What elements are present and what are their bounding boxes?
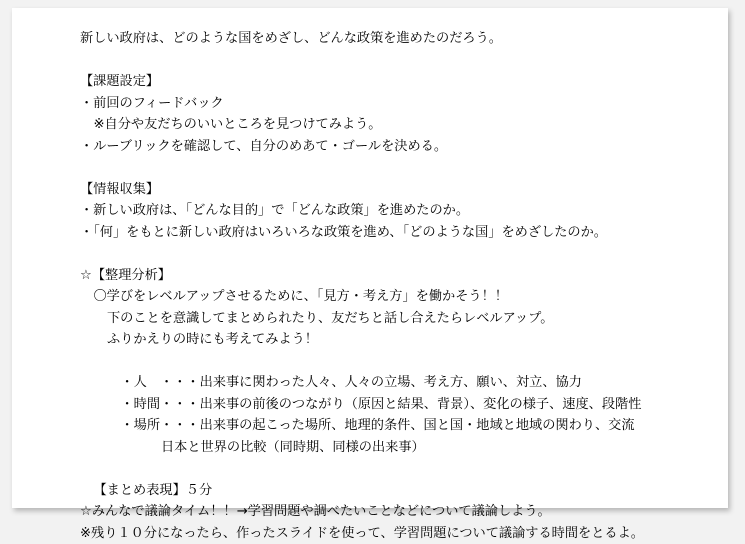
- document-blank-line: [80, 157, 718, 179]
- document-line: 【課題設定】: [80, 71, 718, 93]
- document-line: ※自分や友だちのいいところを見つけてみよう。: [80, 114, 718, 136]
- document-blank-line: [80, 50, 718, 72]
- document-line: ・人 ・・・出来事に関わった人々、人々の立場、考え方、願い、対立、協力: [80, 372, 718, 394]
- document-line: ・前回のフィードバック: [80, 93, 718, 115]
- document-line: ※残り１０分になったら、作ったスライドを使って、学習問題について議論する時間をとるよ。: [80, 523, 718, 544]
- document-line: 【情報収集】: [80, 179, 718, 201]
- document-line: ☆みんなで議論タイム！！→学習問題や調べたいことなどについて議論しよう。: [80, 501, 718, 523]
- document-line: ・「何」をもとに新しい政府はいろいろな政策を進め、「どのような国」をめざしたのか。: [80, 222, 718, 244]
- document-line: 下のことを意識してまとめられたり、友だちと話し合えたらレベルアップ。: [80, 308, 718, 330]
- document-line: ・新しい政府は、「どんな目的」で「どんな政策」を進めたのか。: [80, 200, 718, 222]
- document-line: ・ルーブリックを確認して、自分のめあて・ゴールを決める。: [80, 136, 718, 158]
- document-line: 〇学びをレベルアップさせるために、「見方・考え方」を働かそう！！: [80, 286, 718, 308]
- document-text-body: [80, 28, 718, 544]
- document-line: 日本と世界の比較（同時期、同様の出来事）: [80, 437, 718, 459]
- document-blank-line: [80, 351, 718, 373]
- document-line: ・場所・・・出来事の起こった場所、地理的条件、国と国・地域と地域の関わり、交流: [80, 415, 718, 437]
- document-line: 新しい政府は、どのような国をめざし、どんな政策を進めたのだろう。: [80, 28, 718, 50]
- document-line: ☆【整理分析】: [80, 265, 718, 287]
- document-blank-line: [80, 458, 718, 480]
- document-line: ・時間・・・出来事の前後のつながり（原因と結果、背景）、変化の様子、速度、段階性: [80, 394, 718, 416]
- document-blank-line: [80, 243, 718, 265]
- document-line: ふりかえりの時にも考えてみよう！: [80, 329, 718, 351]
- document-line: 【まとめ表現】５分: [80, 480, 718, 502]
- document-page: [12, 8, 728, 508]
